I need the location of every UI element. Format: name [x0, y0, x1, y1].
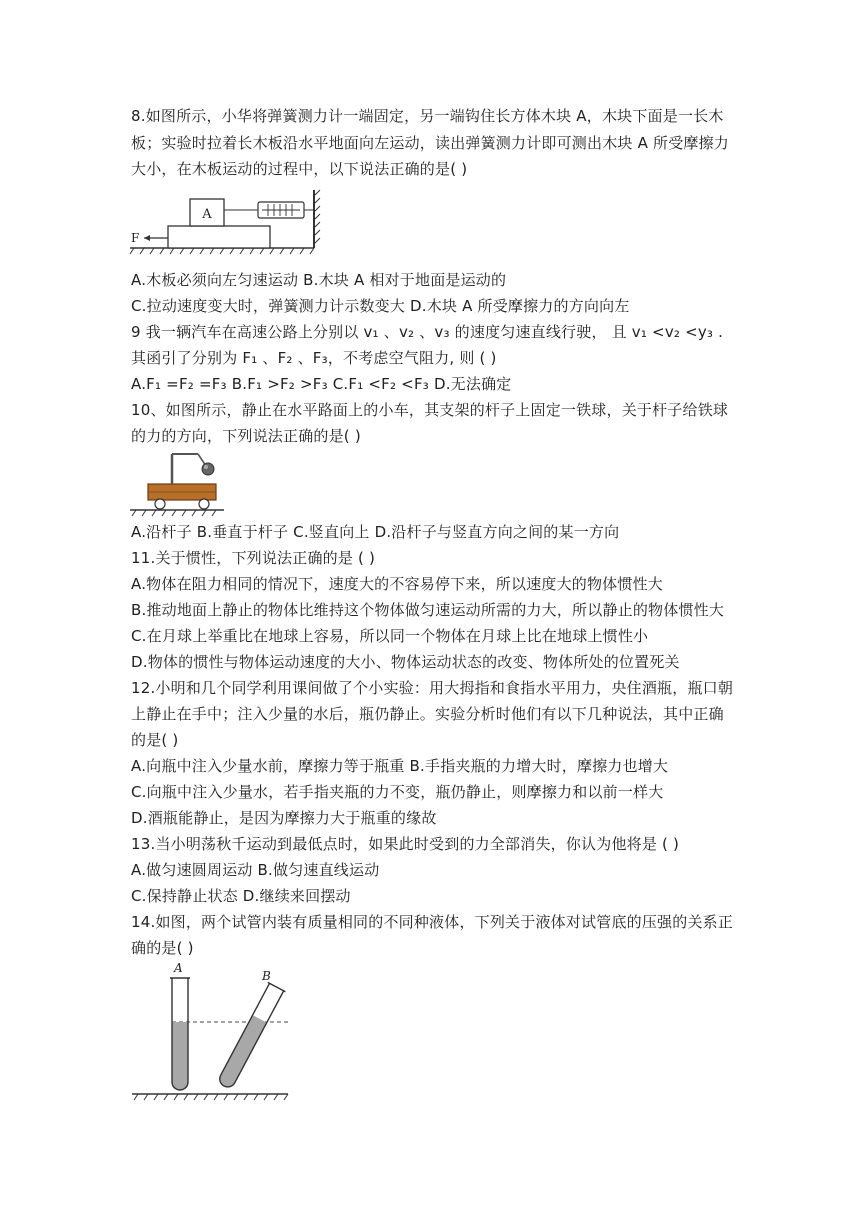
- q12-stem-line-2: 上静止在手中；注入少量的水后，瓶仍静止。实验分析时他们有以下几种说法，其中正确: [131, 705, 724, 723]
- q13-stem: 13.当小明荡秋千运动到最低点时，如果此时受到的力全部消失，你认为他将是 ( ): [131, 835, 680, 853]
- q11-option-b: B.推动地面上静止的物体比维持这个物体做匀速运动所需的力大，所以静止的物体惯性大: [131, 601, 725, 619]
- q10-stem-line-2: 的力的方向，下列说法正确的是( ): [131, 427, 361, 445]
- q8-stem-line-2: 板；实验时拉着长木板沿水平地面向左运动，读出弹簧测力计即可测出木块 A 所受摩擦力: [131, 134, 730, 152]
- q8-figure-label-f: F: [131, 231, 140, 245]
- q13-options-line-1: A.做匀速圆周运动 B.做匀速直线运动: [131, 861, 380, 879]
- q9-stem-line-1: 9 我一辆汽车在高速公路上分别以 v₁ 、v₂ 、v₃ 的速度匀速直线行驶， 且 v₁ <v₂ <y₃ .: [131, 323, 724, 341]
- q8-stem-line-1: 8.如图所示，小华将弹簧测力计一端固定，另一端钩住长方体木块 A，木块下面是一长木: [131, 107, 724, 125]
- q14-figure-label-a: A: [174, 961, 183, 975]
- q14-stem-line-1: 14.如图，两个试管内装有质量相同的不同种液体，下列关于液体对试管底的压强的关系正: [131, 913, 734, 931]
- q10-figure-cart: [128, 448, 228, 518]
- q14-figure-test-tubes: [128, 958, 298, 1104]
- q8-options-line-1: A.木板必须向左匀速运动 B.木块 A 相对于地面是运动的: [131, 271, 507, 289]
- q14-stem-line-2: 确的是( ): [131, 939, 194, 957]
- q12-stem-line-1: 12.小明和几个同学利用课间做了个小实验：用大拇指和食指水平用力，央住酒瓶，瓶口朝: [131, 679, 734, 697]
- q8-figure-label-a: A: [202, 207, 212, 222]
- q14-figure-label-b: B: [262, 969, 271, 983]
- q8-figure-spring-scale: [128, 186, 323, 256]
- q12-options-line-2: C.向瓶中注入少量水，若手指夹瓶的力不变，瓶仍静止，则摩擦力和以前一样大: [131, 783, 664, 801]
- q11-stem: 11.关于惯性，下列说法正确的是 ( ): [131, 549, 376, 567]
- q8-options-line-2: C.拉动速度变大时，弹簧测力计示数变大 D.木块 A 所受摩擦力的方向向左: [131, 297, 630, 315]
- q13-options-line-2: C.保持静止状态 D.继续来回摆动: [131, 887, 351, 905]
- q10-options: A.沿杆子 B.垂直于杆子 C.竖直向上 D.沿杆子与竖直方向之间的某一方向: [131, 523, 620, 541]
- q11-option-d: D.物体的惯性与物体运动速度的大小、物体运动状态的改变、物体所处的位置死关: [131, 653, 680, 671]
- q9-options: A.F₁ =F₂ =F₃ B.F₁ >F₂ >F₃ C.F₁ <F₂ <F₃ D.无法确定: [131, 375, 512, 393]
- q12-options-line-3: D.酒瓶能静止，是因为摩擦力大于瓶重的缘故: [131, 809, 437, 827]
- q9-stem-line-2: 其函引了分别为 F₁ 、F₂ 、F₃，不考虑空气阻力, 则 ( ): [131, 349, 497, 367]
- q12-options-line-1: A.向瓶中注入少量水前，摩擦力等于瓶重 B.手指夹瓶的力增大时，摩擦力也增大: [131, 757, 669, 775]
- q10-stem-line-1: 10、如图所示，静止在水平路面上的小车，其支架的杆子上固定一铁球，关于杆子给铁球: [131, 401, 729, 419]
- q12-stem-line-3: 的是( ): [131, 731, 179, 749]
- q11-option-a: A.物体在阻力相同的情况下，速度大的不容易停下来，所以速度大的物体惯性大: [131, 575, 663, 593]
- q8-stem-line-3: 大小，在木板运动的过程中，以下说法正确的是( ): [131, 160, 468, 178]
- q11-option-c: C.在月球上举重比在地球上容易，所以同一个物体在月球上比在地球上惯性小: [131, 627, 649, 645]
